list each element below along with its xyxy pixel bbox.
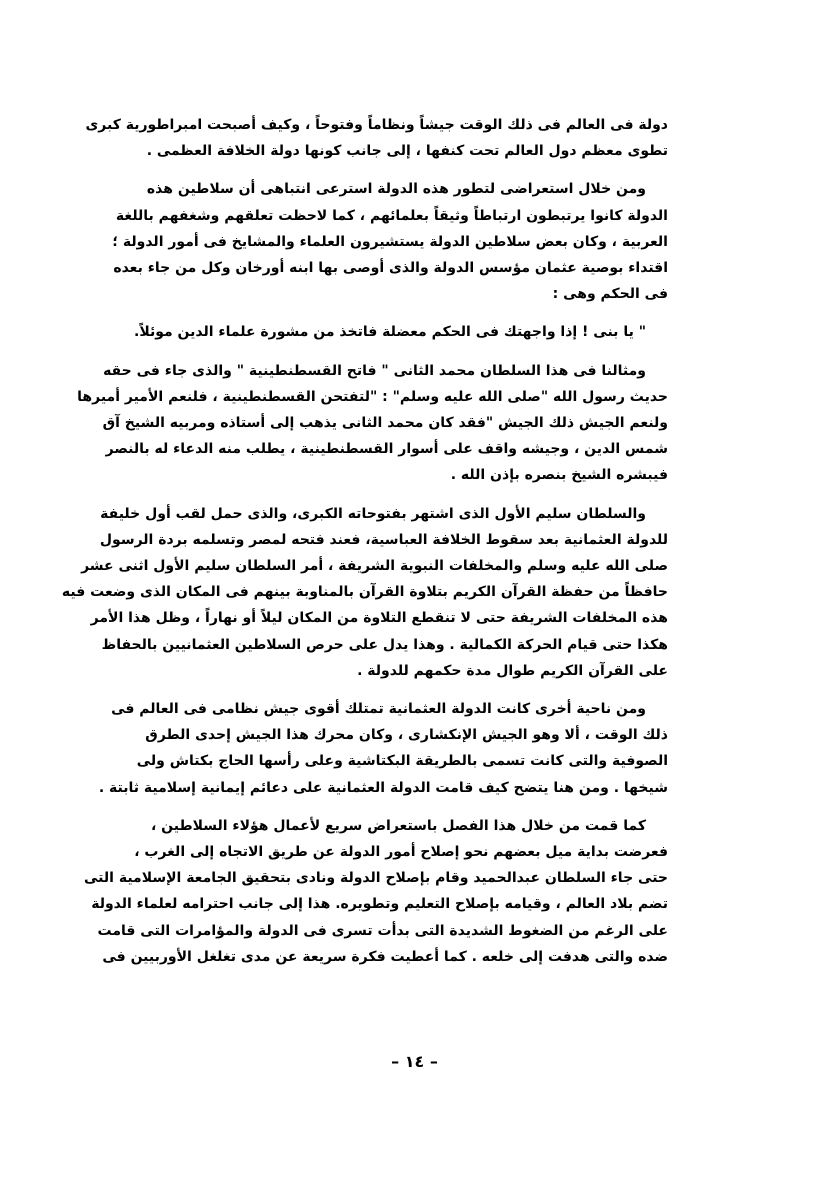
text-line: دولة فى العالم فى ذلك الوقت جيشاً ونظاماً وفتوحاً ، وكيف أصبحت امبراطورية كبرى bbox=[85, 117, 668, 133]
text-line: والسلطان سليم الأول الذى اشتهر بفتوحاته الكبرى، والذى حمل لقب أول خليفة bbox=[100, 505, 646, 522]
text-line: ومثالنا فى هذا السلطان محمد الثانى " فاتح القسطنطينية " والذى جاء فى حقه bbox=[103, 362, 646, 379]
text-line: كما قمت من خلال هذا الفصل باستعراض سريع لأعمال هؤلاء السلاطين ، bbox=[150, 817, 646, 834]
text-line: فيبشره الشيخ بنصره بإذن الله . bbox=[450, 467, 668, 484]
text-line: صلى الله عليه وسلم والمخلفات النبوية الشريفة ، أمر السلطان سليم الأول اثنى عشر bbox=[81, 558, 668, 575]
text-line: العربية ، وكان بعض سلاطين الدولة يستشيرون العلماء والمشايخ فى أمور الدولة ؛ bbox=[112, 233, 668, 250]
text-line: هذه المخلفات الشريفة حتى لا تنقطع التلاوة من المكان ليلاً أو نهاراً ، وظل هذا الأمر bbox=[90, 610, 668, 627]
text-line: اقتداء بوصية عثمان مؤسس الدولة والذى أوصى بها ابنه أورخان وكل من جاء بعده bbox=[113, 260, 668, 277]
paragraph bbox=[112, 176, 668, 307]
text-line: على الرغم من الضغوط الشديدة التى بدأت تسرى فى الدولة والمؤامرات التى قامت bbox=[97, 922, 668, 939]
text-line: حافظاً من حفظة القرآن الكريم بتلاوة القرآن بالمناوبة بينهم فى المكان الذى وضعت فيه bbox=[61, 584, 668, 601]
body-text bbox=[61, 112, 668, 982]
text-line: حتى جاء السلطان عبدالحميد وقام بإصلاح الدولة ونادى بتحقيق الجامعة الإسلامية التى bbox=[84, 870, 668, 887]
text-line: شيخها . ومن هنا يتضح كيف قامت الدولة العثمانية على دعائم إيمانية إسلامية ثابتة . bbox=[98, 779, 668, 796]
text-line: للدولة العثمانية بعد سقوط الخلافة العباسية، فعند فتحه لمصر وتسلمه بردة الرسول bbox=[99, 531, 668, 548]
paragraph bbox=[85, 112, 668, 164]
text-line: تطوى معظم دول العالم تحت كنفها ، إلى جانب كونها دولة الخلافة العظمى . bbox=[146, 143, 668, 160]
text-line: شمس الدين ، وجيشه واقف على أسوار القسطنطينية ، يطلب منه الدعاء له بالنصر bbox=[105, 441, 668, 458]
text-line: ضده والتى هدفت إلى خلعه . كما أعطيت فكرة سريعة عن مدى تغلغل الأوربيين فى bbox=[102, 948, 668, 965]
text-line: تضم بلاد العالم ، وقيامه بإصلاح التعليم وتطويره. هذا إلى جانب احترامه لعلماء الدولة bbox=[91, 896, 668, 913]
text-line: هكذا حتى قيام الحركة الكمالية . وهذا يدل على حرص السلاطين العثمانيين بالحفاظ bbox=[101, 636, 668, 653]
text-line: ولنعم الجيش ذلك الجيش "فقد كان محمد الثانى يذهب إلى أستاذه ومربيه الشيخ آق bbox=[102, 415, 668, 432]
paragraph bbox=[77, 358, 668, 489]
text-line: الدولة كانوا يرتبطون ارتباطاً وثيقاً بعلمائهم ، كما لاحظت تعلقهم وشغفهم باللغة bbox=[115, 207, 668, 224]
text-line: فعرضت بداية ميل بعضهم نحو إصلاح أمور الدولة عن طريق الاتجاه إلى الغرب ، bbox=[134, 844, 668, 861]
paragraph bbox=[61, 501, 668, 684]
text-line: حديث رسول الله "صلى الله عليه وسلم" : "لتفتحن القسطنطينية ، فلنعم الأمير أميرها bbox=[77, 388, 668, 405]
text-line: الصوفية والتى كانت تسمى بالطريقة البكتاشية وعلى رأسها الحاج بكتاش ولى bbox=[136, 753, 668, 770]
text-line: على القرآن الكريم طوال مدة حكمهم للدولة . bbox=[357, 662, 668, 679]
text-line: ذلك الوقت ، ألا وهو الجيش الإنكشارى ، وكان محرك هذا الجيش إحدى الطرق bbox=[145, 727, 668, 744]
paragraph bbox=[134, 319, 668, 345]
text-line: " يا بنى ! إذا واجهتك فى الحكم معضلة فاتخذ من مشورة علماء الدين موئلاً. bbox=[134, 324, 646, 341]
text-line: ومن خلال استعراضى لتطور هذه الدولة استرعى انتباهى أن سلاطين هذه bbox=[146, 181, 646, 198]
paragraph bbox=[98, 696, 668, 801]
paragraph bbox=[84, 813, 668, 970]
text-line: فى الحكم وهى : bbox=[552, 286, 668, 303]
page-number: – ١٤ – bbox=[391, 1052, 438, 1071]
text-line: ومن ناحية أخرى كانت الدولة العثمانية تمتلك أقوى جيش نظامى فى العالم فى bbox=[111, 701, 646, 718]
